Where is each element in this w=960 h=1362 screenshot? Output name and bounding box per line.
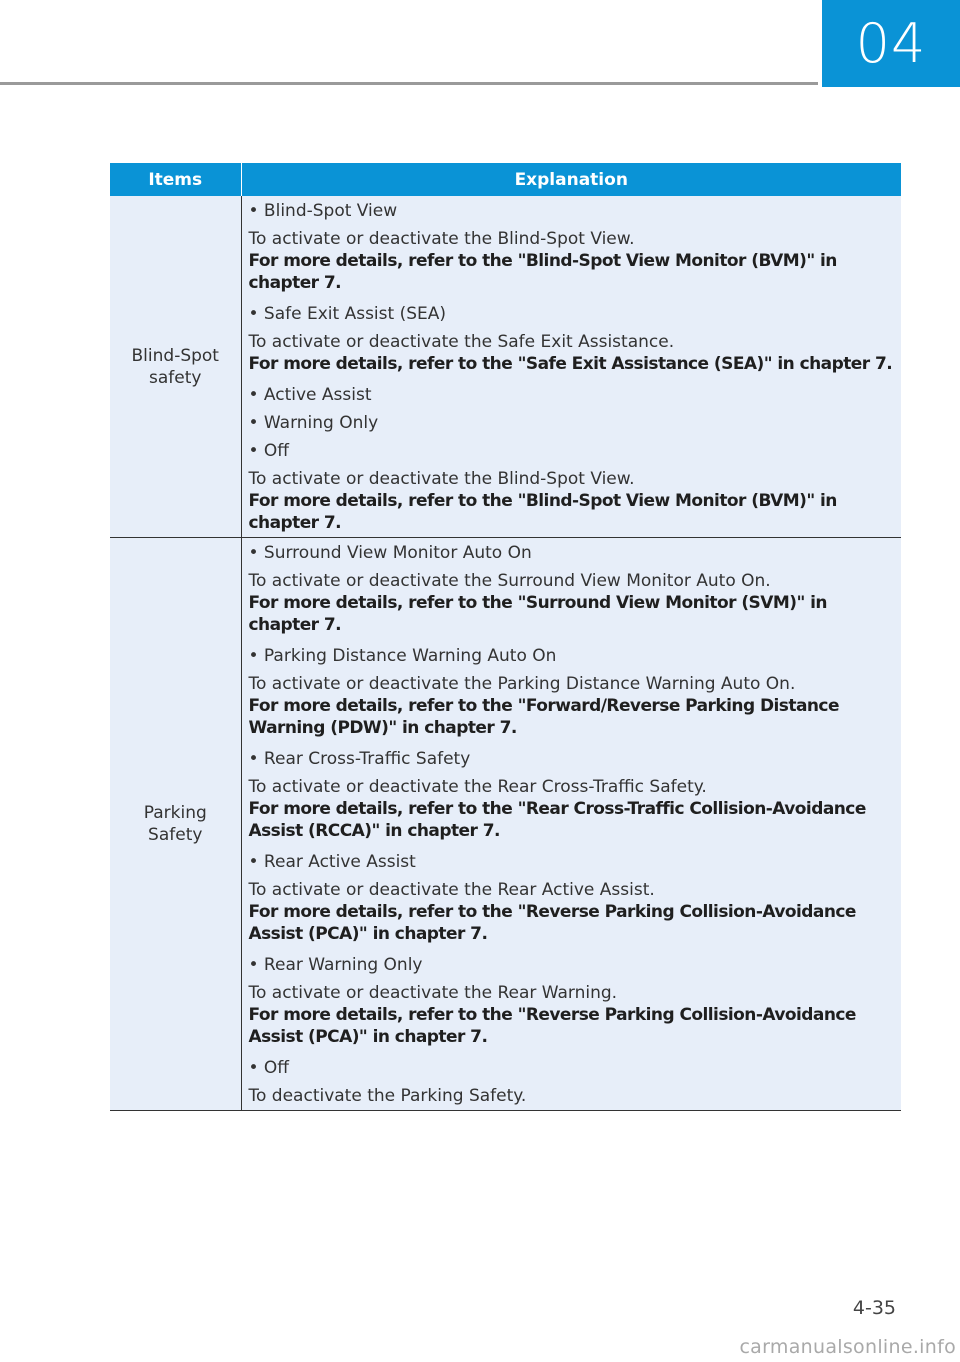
header-rule — [0, 82, 818, 85]
option-name: • Active Assist — [248, 385, 372, 405]
column-header-explanation: Explanation — [241, 163, 901, 196]
explanation-cell — [241, 196, 901, 538]
option-description: To activate or deactivate the Blind-Spot View. — [248, 229, 635, 249]
option-name: • Rear Warning Only — [248, 955, 423, 975]
list-item — [249, 954, 896, 1048]
option-name: • Off — [248, 441, 290, 461]
option-name: • Safe Exit Assist (SEA) — [248, 304, 447, 324]
settings-table — [110, 163, 901, 1111]
list-item — [249, 748, 896, 842]
table-header-row — [110, 163, 901, 196]
list-item — [249, 1057, 896, 1107]
table-row — [110, 538, 901, 1111]
option-name: • Off — [248, 1058, 290, 1078]
chapter-reference: For more details, refer to the "Reverse Parking Collision-Avoidance Assist (PCA)" in chapter 7. — [248, 902, 856, 944]
option-description: To activate or deactivate the Rear Warning. — [248, 983, 618, 1003]
item-cell — [110, 538, 241, 1111]
chapter-reference: For more details, refer to the "Blind-Spot View Monitor (BVM)" in chapter 7. — [248, 251, 837, 293]
option-description: To activate or deactivate the Safe Exit Assistance. — [248, 332, 675, 352]
option-description: To activate or deactivate the Surround View Monitor Auto On. — [248, 571, 771, 591]
list-item — [249, 645, 896, 739]
page-number: 4-35 — [852, 1297, 896, 1319]
option-name: • Surround View Monitor Auto On — [248, 543, 532, 563]
list-item — [249, 542, 896, 636]
chapter-reference: For more details, refer to the "Forward/Reverse Parking Distance Warning (PDW)" in chapter 7. — [248, 696, 839, 738]
column-header-items: Items — [110, 163, 241, 196]
chapter-reference: For more details, refer to the "Rear Cross-Traffic Collision-Avoidance Assist (RCCA)" in chapter 7. — [248, 799, 866, 841]
option-name: • Parking Distance Warning Auto On — [248, 646, 557, 666]
chapter-reference: For more details, refer to the "Blind-Spot View Monitor (BVM)" in chapter 7. — [248, 491, 837, 533]
chapter-reference: For more details, refer to the "Surround View Monitor (SVM)" in chapter 7. — [248, 593, 827, 635]
option-name: • Blind-Spot View — [248, 201, 398, 221]
list-item — [249, 200, 896, 294]
watermark: carmanualsonline.info — [739, 1336, 956, 1358]
list-item — [249, 851, 896, 945]
list-item — [249, 303, 896, 375]
table-row — [110, 196, 901, 538]
option-description: To activate or deactivate the Blind-Spot View. — [248, 469, 635, 489]
chapter-number: 04 — [822, 0, 960, 87]
item-label: Blind-Spot safety — [131, 345, 219, 388]
chapter-reference: For more details, refer to the "Safe Exit Assistance (SEA)" in chapter 7. — [248, 354, 893, 374]
option-description: To activate or deactivate the Parking Distance Warning Auto On. — [248, 674, 796, 694]
explanation-cell — [241, 538, 901, 1111]
item-cell — [110, 196, 241, 538]
option-name: • Rear Cross-Traffic Safety — [248, 749, 471, 769]
option-description: To activate or deactivate the Rear Active Assist. — [248, 880, 655, 900]
list-item — [249, 384, 896, 534]
chapter-reference: For more details, refer to the "Reverse Parking Collision-Avoidance Assist (PCA)" in chapter 7. — [248, 1005, 856, 1047]
option-name: • Warning Only — [248, 413, 379, 433]
option-name: • Rear Active Assist — [248, 852, 416, 872]
option-description: To deactivate the Parking Safety. — [248, 1086, 527, 1106]
option-description: To activate or deactivate the Rear Cross-Traffic Safety. — [248, 777, 707, 797]
item-label: Parking Safety — [143, 803, 207, 845]
